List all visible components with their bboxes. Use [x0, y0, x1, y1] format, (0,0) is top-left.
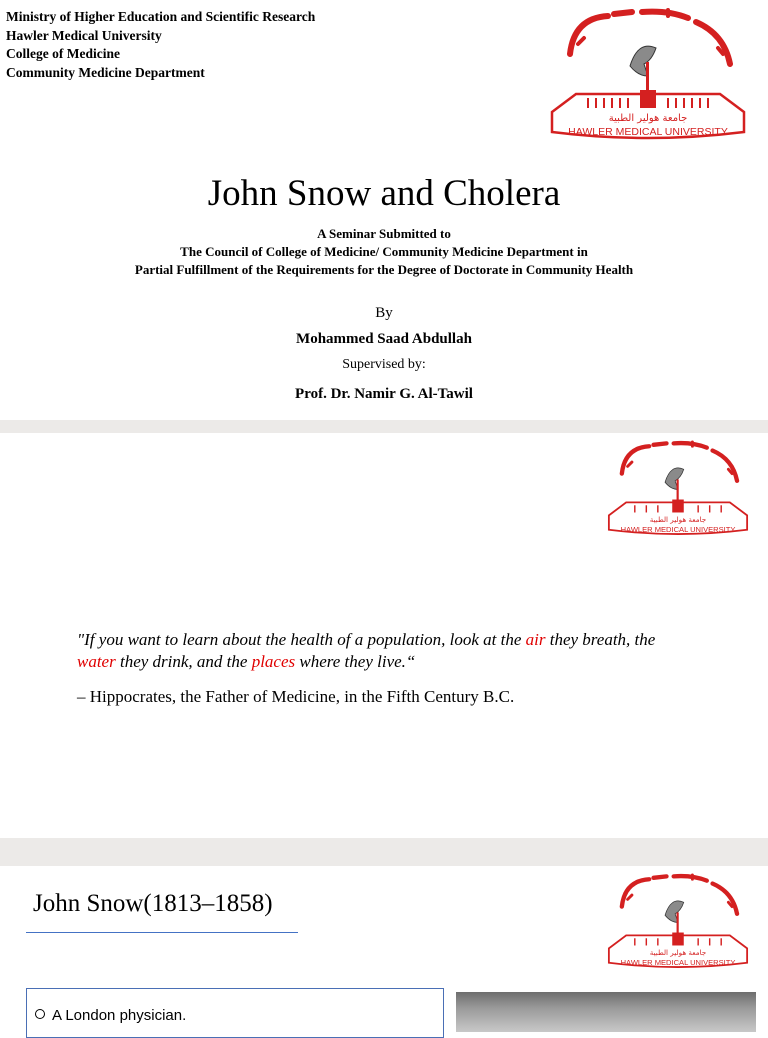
logo-arabic-text: جامعة هولير الطبية: [649, 514, 707, 524]
title-underline: [26, 932, 298, 933]
quote-text-mid1: they breath, the: [545, 630, 656, 649]
logo-university-name: HAWLER MEDICAL UNIVERSITY: [620, 524, 736, 534]
quote-highlight-places: places: [251, 651, 296, 671]
slide-gap: [0, 838, 768, 866]
supervised-label: Supervised by:: [342, 357, 426, 372]
quote-highlight-air: air: [525, 630, 546, 649]
author-name: Mohammed Saad Abdullah: [296, 331, 472, 347]
university-logo-icon: [606, 433, 750, 543]
header-college: College of Medicine: [6, 46, 120, 61]
quote-text-mid2: they drink, and the: [115, 651, 252, 671]
header-ministry: Ministry of Higher Education and Scientific Research: [6, 9, 316, 24]
title-slide: [0, 0, 768, 420]
subtitle-line-2: The Council of College of Medicine/ Community Medicine Department in: [180, 244, 588, 259]
subtitle-line-1: A Seminar Submitted to: [317, 226, 451, 241]
john-snow-portrait: [456, 992, 756, 1032]
supervisor-name: Prof. Dr. Namir G. Al-Tawil: [295, 386, 473, 402]
circle-bullet-icon: [35, 1009, 45, 1019]
by-label: By: [375, 305, 393, 321]
bullet-box: [26, 988, 444, 1038]
quote-attribution: – Hippocrates, the Father of Medicine, in the Fifth Century B.C.: [77, 687, 515, 706]
slide-title: John Snow(1813–1858): [33, 890, 273, 917]
list-item: [35, 1007, 186, 1024]
university-logo-icon: [548, 4, 748, 144]
logo-university-name: HAWLER MEDICAL UNIVERSITY: [620, 957, 736, 967]
slide-gap: [0, 420, 768, 433]
header-department: Community Medicine Department: [6, 64, 205, 80]
university-logo: [606, 433, 750, 543]
logo-arabic-text: جامعة هولير الطبية: [649, 947, 707, 957]
university-logo: [548, 4, 748, 144]
quote-slide: [0, 433, 768, 838]
quote-text-open: "If you want to learn about the health of a population, look at the: [77, 630, 526, 649]
logo-university-name: HAWLER MEDICAL UNIVERSITY: [568, 126, 728, 138]
university-logo: [606, 868, 750, 974]
subtitle-line-3: Partial Fulfillment of the Requirements for the Degree of Doctorate in Community Health: [134, 262, 634, 277]
header-university: Hawler Medical University: [6, 27, 162, 43]
page-title: John Snow and Cholera: [207, 173, 561, 214]
hippocrates-quote: [77, 629, 737, 672]
quote-text-end: where they live.“: [295, 651, 416, 671]
logo-arabic-text: جامعة هولير الطبية: [608, 113, 688, 124]
university-logo-icon: [606, 868, 750, 974]
bullet-text: A London physician.: [52, 1007, 187, 1024]
john-snow-slide: [0, 866, 768, 1024]
quote-highlight-water: water: [77, 651, 116, 671]
